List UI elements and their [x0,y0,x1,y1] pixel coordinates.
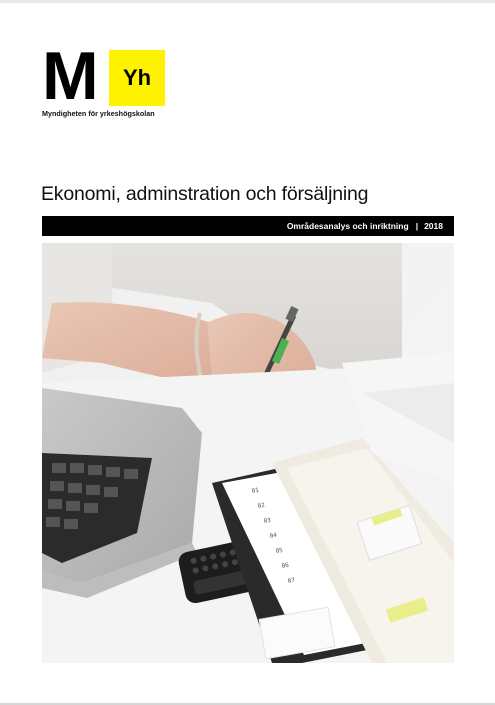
subtitle-separator: | [415,221,419,231]
subtitle-text: Områdesanalys och inriktning [286,221,409,231]
svg-text:07: 07 [287,576,296,585]
logo-yh-badge: Yh [109,50,165,106]
office-desk-photo-illustration [42,243,454,663]
logo-m-letter: M [42,38,95,114]
document-title: Ekonomi, adminstration och försäljning [41,183,369,205]
subtitle-year: 2018 [424,221,443,231]
svg-text:03: 03 [263,516,272,525]
svg-text:04: 04 [269,531,278,540]
svg-text:05: 05 [275,546,284,555]
cover-page [0,3,495,703]
logo-organization-name: Myndigheten för yrkeshögskolan [42,109,155,118]
svg-text:02: 02 [257,501,266,510]
cover-photo [42,243,454,663]
svg-text:06: 06 [281,561,290,570]
svg-text:01: 01 [251,486,260,495]
myh-logo [42,38,172,119]
subtitle-bar [42,216,454,236]
